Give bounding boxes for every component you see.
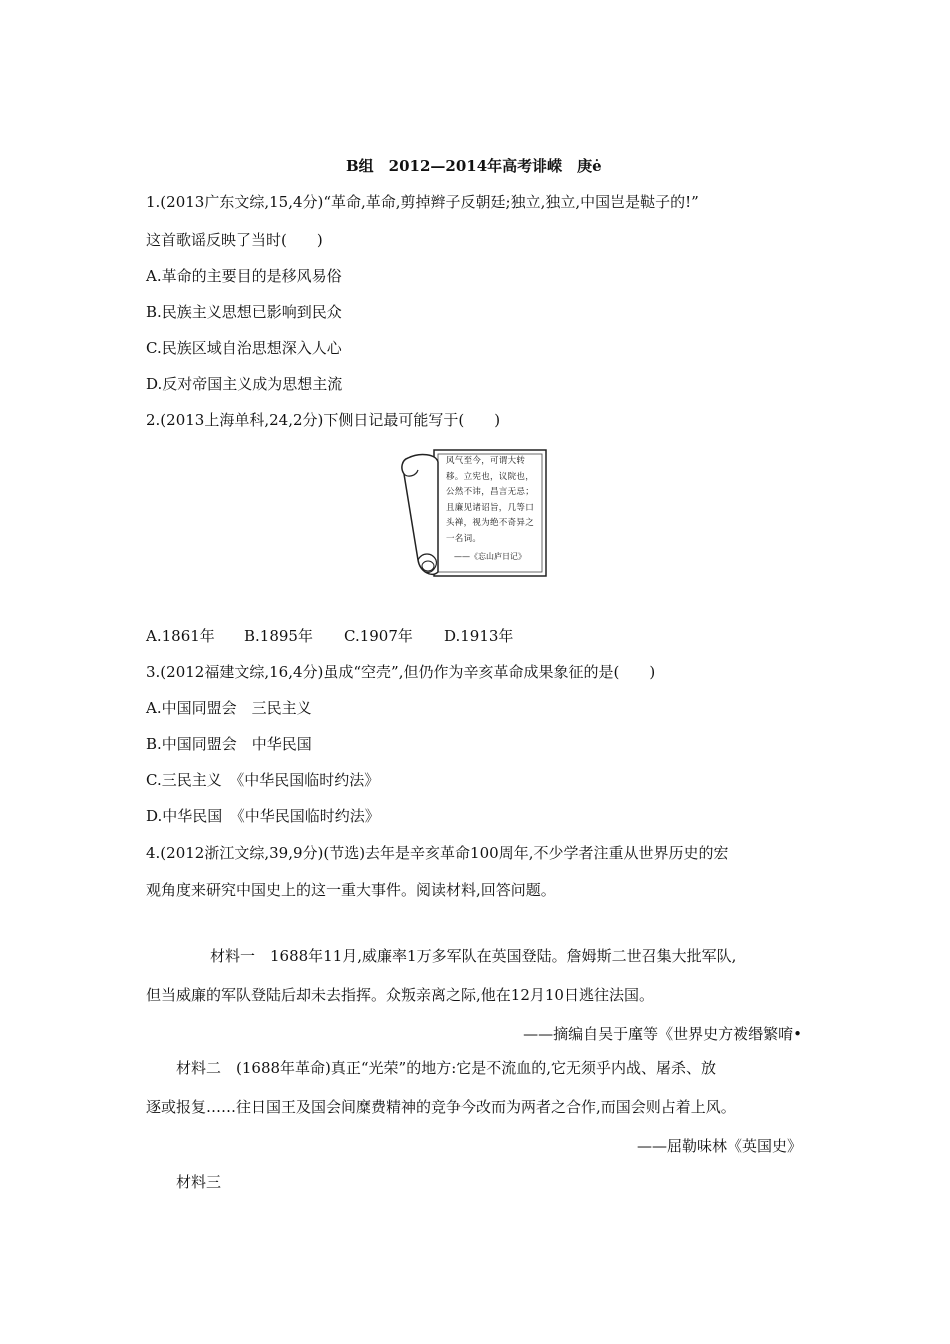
material-one-line1: 材料一 1688年11月,威廉率1万多军队在英国登陆。詹姆斯二世召集大批军队, <box>210 947 737 965</box>
material-two-line2: 逐或报复……往日国王及国会间糜费精神的竞争今改而为两者之合作,而国会则占着上风。 <box>146 1098 736 1116</box>
q1-stem-line1: 1.(2013广东文综,15,4分)“革命,革命,剪掉辫子反朝廷;独立,独立,中国岂是鞑子的!” <box>146 193 699 211</box>
q2-option-b: B.1895年 <box>244 627 313 645</box>
q2-option-d: D.1913年 <box>444 627 514 645</box>
q3-option-c: C.三民主义 《中华民国临时约法》 <box>146 771 380 789</box>
q1-option-d: D.反对帝国主义成为思想主流 <box>146 375 343 393</box>
q3-option-b: B.中国同盟会 中华民国 <box>146 735 312 753</box>
material-three-label: 材料三 <box>176 1173 222 1191</box>
q4-stem-line1: 4.(2012浙江文综,39,9分)(节选)去年是辛亥革命100周年,不少学者注重从世界历史的宏 <box>146 844 729 862</box>
q1-option-c: C.民族区域自治思想深入人心 <box>146 339 342 357</box>
q4-stem-line2: 观角度来研究中国史上的这一重大事件。阅读材料,回答问题。 <box>146 881 556 899</box>
material-two-source: ——屈勒味林《英国史》 <box>636 1137 802 1155</box>
q2-option-c: C.1907年 <box>344 627 413 645</box>
material-one-line2: 但当威廉的军队登陆后却未去指挥。众叛亲离之际,他在12月10日逃往法国。 <box>146 986 654 1004</box>
section-title: B组 2012—2014年高考诽嵘 庚ė <box>346 157 602 175</box>
diary-source: ——《忘山庐日记》 <box>454 552 526 561</box>
material-two-line1: 材料二 (1688年革命)真正“光荣”的地方:它是不流血的,它无须乎内战、屠杀、放 <box>176 1059 717 1077</box>
q3-option-d: D.中华民国 《中华民国临时约法》 <box>146 807 380 825</box>
material-one-source: ——摘编自吴于廑等《世界史方袯缗繁唷• <box>523 1025 802 1043</box>
q3-option-a: A.中国同盟会 三民主义 <box>146 699 312 717</box>
q1-stem-line2: 这首歌谣反映了当时( ) <box>146 231 323 249</box>
q1-option-a: A.革命的主要目的是移风易俗 <box>146 267 342 285</box>
diary-text: 风气至今，可谓大转移。立宪也，议院也，公然不讳，昌言无忌；且廉见诸诏旨，几等口头禅，视为绝不奇异之一名词。 <box>446 456 535 544</box>
q2-option-a: A.1861年 <box>146 627 215 645</box>
q3-stem: 3.(2012福建文综,16,4分)虽成“空壳”,但仍作为辛亥革命成果象征的是( ) <box>146 663 656 681</box>
diary-scroll-figure <box>398 448 550 580</box>
q2-stem: 2.(2013上海单科,24,2分)下侧日记最可能写于( ) <box>146 411 501 429</box>
q1-option-b: B.民族主义思想已影响到民众 <box>146 303 342 321</box>
